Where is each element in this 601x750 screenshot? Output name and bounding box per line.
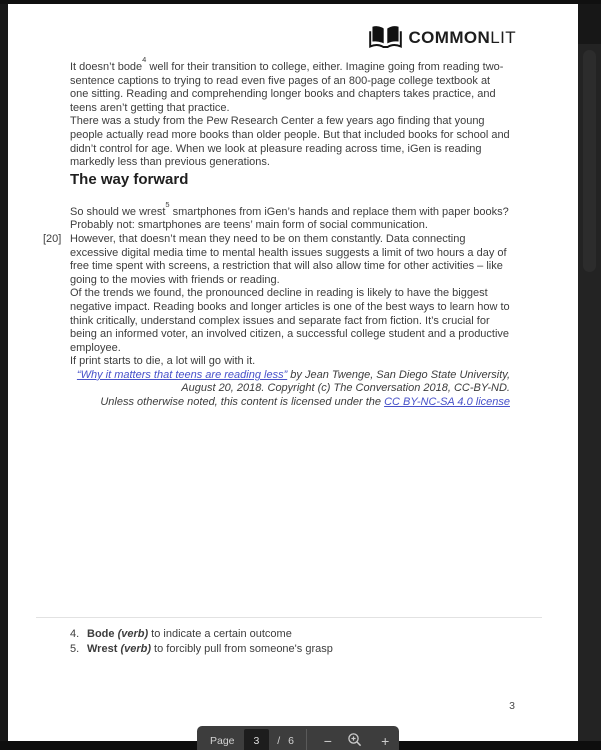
section-heading: The way forward: [70, 170, 189, 188]
commonlit-logo: [369, 24, 517, 51]
page-label: Page: [210, 735, 235, 747]
open-book-icon: [369, 24, 402, 51]
zoom-in-button[interactable]: [371, 729, 399, 750]
paragraph-screen-limit: [43, 232, 510, 287]
paragraph-text: So should we wrest: [70, 205, 166, 218]
footnote-definition: to indicate a certain outcome: [148, 628, 292, 640]
footnote-divider: [36, 617, 542, 618]
minus-icon: −: [323, 733, 332, 749]
scrollbar-thumb[interactable]: [583, 50, 596, 272]
document-page: [8, 4, 578, 742]
total-pages-label: 6: [288, 735, 294, 747]
plus-icon: +: [381, 733, 390, 749]
zoom-out-button[interactable]: [314, 729, 342, 750]
citation-text: by Jean Twenge, San Diego State University, August 20, 2018. Copyright (c) The Conversation 2018, CC-BY-ND.: [181, 368, 510, 395]
paragraph-print-dies: If print starts to die, a lot will go with it.: [70, 355, 256, 368]
paragraph-reading-decline: Of the trends we found, the pronounced decline in reading is likely to have the biggest negative impact. Reading books and longer articles is one of the best ways to learn how to think critically, understand complex issues and separate fact from fiction. It’s crucial for being an informed voter, an involved citizen, a successful college student and a productive employee.: [70, 287, 510, 354]
paragraph-text: smartphones from iGen’s hands and replace them with paper books?: [169, 205, 509, 218]
paragraph-text: However, that doesn’t mean they need to be on them constantly. Data connecting excessive digital media time to mental health issues suggests a limit of two hours a day of free time spent with screens, a restriction that will also allow time for other activities – like going to the movies with friends or reading.: [70, 232, 507, 286]
footnote-part-of-speech: (verb): [120, 642, 151, 655]
toolbar-divider: [306, 729, 307, 750]
footnote-item: [70, 642, 530, 657]
scrollbar-corner: [578, 0, 601, 44]
page-number-input[interactable]: 3: [244, 729, 270, 750]
page-number-label: 3: [509, 700, 515, 712]
footnote-ref-4: 4: [142, 55, 147, 65]
footnote-ref-5: 5: [165, 200, 170, 210]
viewer-top-edge: [0, 0, 601, 4]
paragraph-text: It doesn’t bode: [70, 61, 143, 73]
paragraph-college-transition: [70, 55, 510, 115]
zoom-tool-button[interactable]: [342, 729, 370, 750]
footnote-part-of-speech: (verb): [117, 628, 149, 640]
footnote-term: Wrest: [87, 642, 118, 655]
paragraph-pew-study: There was a study from the Pew Research Center a few years ago finding that young people actually read more books than older people. But that included books for school and didn’t control for age. When we look at pleasure reading across time, iGen is reading markedly less than previous generations.: [70, 115, 510, 169]
footnote-number: 4.: [70, 628, 80, 640]
magnifier-plus-icon: [347, 732, 363, 750]
article-body: [43, 55, 510, 410]
scrollbar-track[interactable]: [578, 0, 601, 750]
footnote-term: Bode: [87, 628, 115, 640]
footnote-item: [70, 627, 530, 642]
license-text: Unless otherwise noted, this content is licensed under the: [100, 396, 385, 409]
footnotes-list: [70, 627, 530, 656]
footnote-text: [87, 642, 333, 657]
license-link[interactable]: CC BY-NC-SA 4.0 license: [384, 396, 510, 409]
citation-link[interactable]: “Why it matters that teens are reading less”: [76, 368, 288, 381]
paragraph-text: well for their transition to college, either. Imagine going from reading two-sentence captions to trying to read even five pages of an 800-page college textbook at one sitting. Reading and comprehending longer books and chapters takes practice, and teens aren’t getting that practice.: [70, 61, 504, 114]
footnote-text: [87, 627, 292, 642]
page-separator: /: [277, 735, 281, 747]
paragraph-probably-not: Probably not: smartphones are teens’ main form of social communication.: [70, 219, 428, 232]
logo-text-lit: LIT: [490, 27, 516, 47]
license-note: [70, 396, 510, 410]
footnote-number: 5.: [70, 642, 80, 655]
paragraph-wrest-question: [70, 200, 510, 220]
footnote-definition: to forcibly pull from someone's grasp: [151, 642, 333, 655]
source-citation: [70, 369, 510, 396]
logo-text-common: COMMON: [408, 27, 491, 47]
logo-wordmark: [409, 28, 517, 48]
paragraph-number-marker: [20]: [43, 232, 62, 245]
viewer-left-edge: [0, 0, 8, 750]
pager-toolbar: [197, 726, 399, 750]
